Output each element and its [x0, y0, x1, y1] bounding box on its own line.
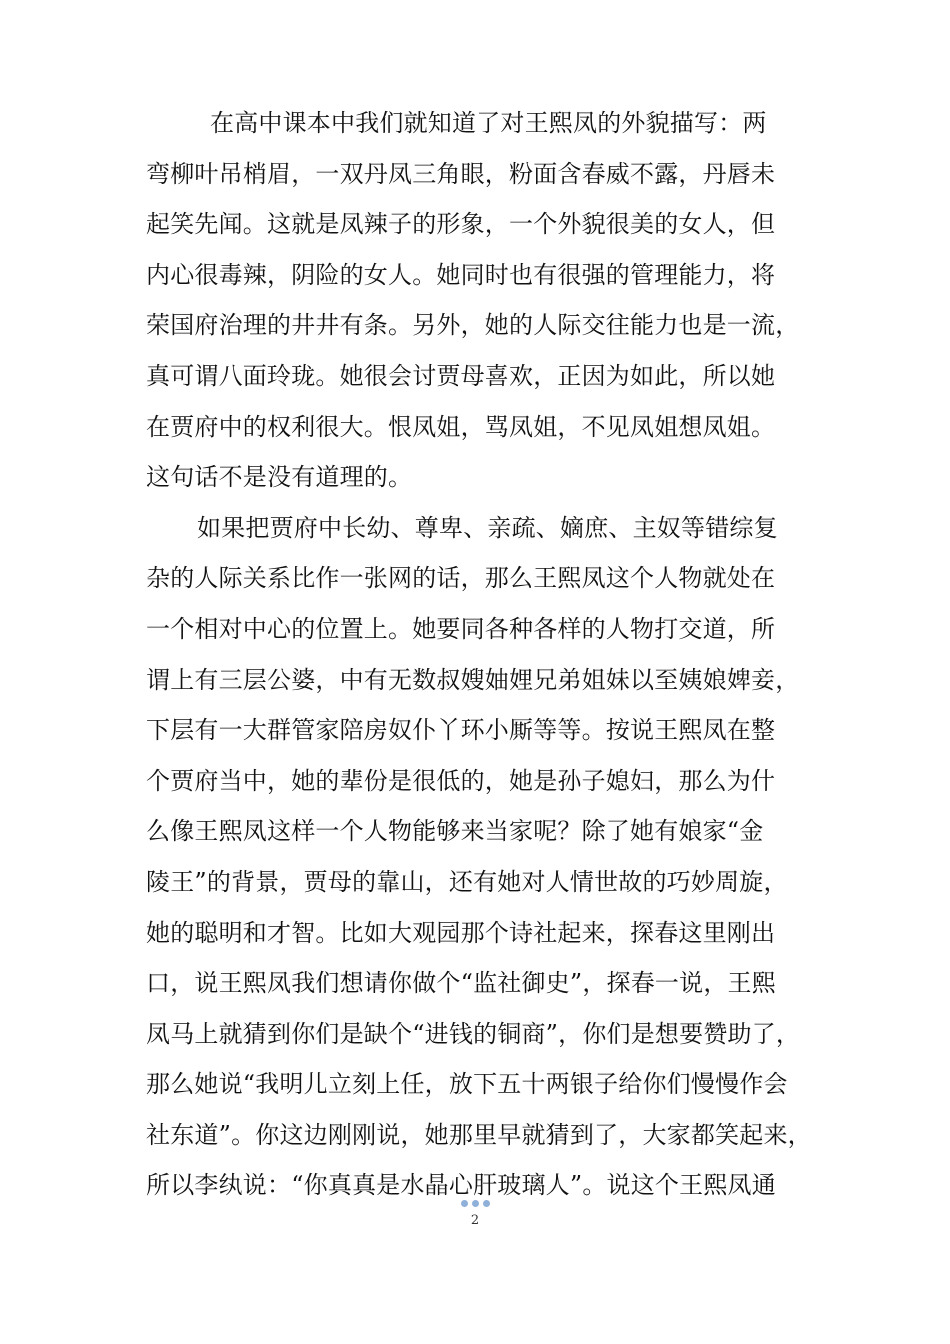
- text-line: 么像王熙凤这样一个人物能够来当家呢？除了她有娘家“金: [146, 817, 764, 846]
- paragraph-1: [146, 98, 806, 503]
- text-line: 如果把贾府中长幼、尊卑、亲疏、嫡庶、主奴等错综复: [197, 513, 778, 542]
- text-line: 个贾府当中，她的辈份是很低的，她是孙子媳妇，那么为什: [146, 766, 776, 795]
- page-footer: [0, 1197, 950, 1229]
- text-line: 弯柳叶吊梢眉，一双丹凤三角眼，粉面含春威不露，丹唇未: [146, 159, 776, 188]
- dot-icon: [483, 1200, 490, 1207]
- text-line: 她的聪明和才智。比如大观园那个诗社起来，探春这里刚出: [146, 918, 776, 947]
- dot-icon: [461, 1200, 468, 1207]
- text-line: 社东道”。你这边刚刚说，她那里早就猜到了，大家都笑起来，: [146, 1120, 812, 1149]
- text-line: 杂的人际关系比作一张网的话，那么王熙凤这个人物就处在: [146, 564, 776, 593]
- document-body: [146, 98, 812, 1211]
- dot-icon: [472, 1200, 479, 1207]
- text-line: 谓上有三层公婆，中有无数叔嫂妯娌兄弟姐妹以至姨娘婢妾，: [146, 665, 800, 694]
- text-line: 口，说王熙凤我们想请你做个“监社御史”，探春一说，王熙: [146, 969, 776, 998]
- text-line: 在贾府中的权利很大。恨凤姐，骂凤姐，不见凤姐想凤姐。: [146, 412, 776, 441]
- text-line: 凤马上就猜到你们是缺个“进钱的铜商”，你们是想要赞助了，: [146, 1019, 801, 1048]
- text-line: 下层有一大群管家陪房奴仆丫环小厮等等。按说王熙凤在整: [146, 716, 776, 745]
- text-line: 在高中课本中我们就知道了对王熙凤的外貌描写：两: [210, 109, 767, 137]
- text-line: 一个相对中心的位置上。她要同各种各样的人物打交道，所: [146, 614, 776, 643]
- text-line: 这句话不是没有道理的。: [146, 463, 413, 492]
- text-line: 真可谓八面玲珑。她很会讨贾母喜欢，正因为如此，所以她: [146, 361, 776, 390]
- footer-dots-icon: [0, 1197, 950, 1209]
- text-line: 那么她说“我明儿立刻上任，放下五十两银子给你们慢慢作会: [146, 1070, 788, 1099]
- text-line: 起笑先闻。这就是凤辣子的形象，一个外貌很美的女人，但: [146, 210, 776, 239]
- paragraph-2: [146, 503, 812, 1211]
- text-line: 荣国府治理的井井有条。另外，她的人际交往能力也是一流，: [146, 311, 800, 340]
- text-line: 内心很毒辣，阴险的女人。她同时也有很强的管理能力，将: [146, 260, 776, 289]
- text-line: 所以李纨说：“你真真是水晶心肝玻璃人”。说这个王熙凤通: [146, 1171, 776, 1200]
- page-number: 2: [470, 1213, 480, 1228]
- text-line: 陵王”的背景，贾母的靠山，还有她对人情世故的巧妙周旋，: [146, 867, 788, 896]
